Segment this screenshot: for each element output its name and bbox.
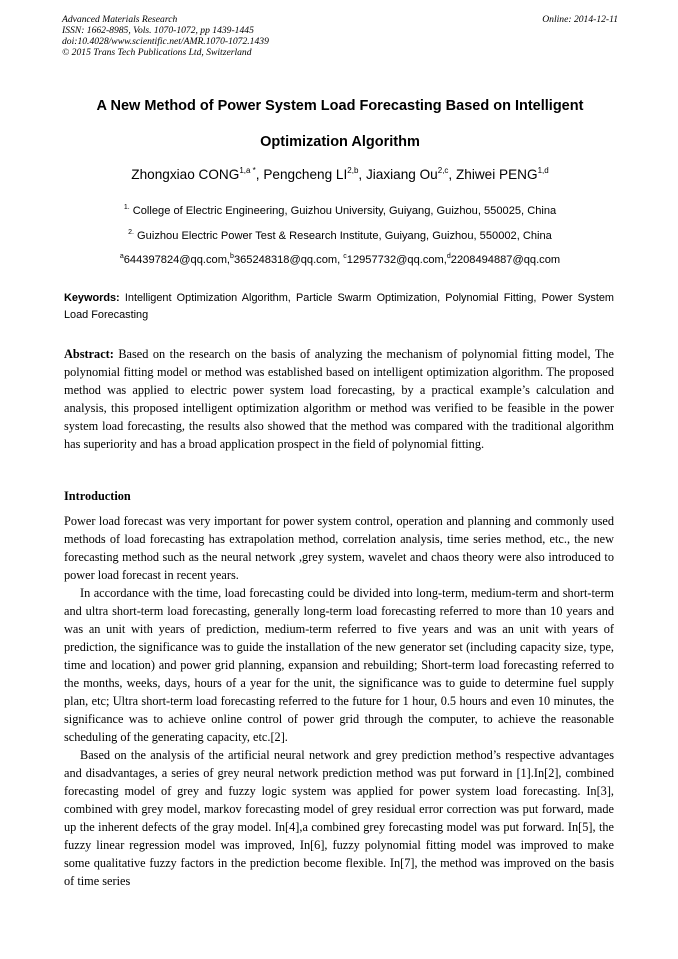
affiliation-mark: 1. xyxy=(123,204,130,211)
title-line-2: Optimization Algorithm xyxy=(260,134,420,150)
email-line xyxy=(40,253,640,266)
author-name: Jiaxiang Ou xyxy=(365,167,438,182)
affiliation-text: Guizhou Electric Power Test & Research Institute, Guiyang, Guizhou, 550002, China xyxy=(133,230,552,242)
keywords-text: Intelligent Optimization Algorithm, Particle Swarm Optimization, Polynomial Fitting, Power System Load Forecasting xyxy=(64,292,614,321)
email-address: 12957732@qq.com, xyxy=(346,254,447,266)
author-separator: , xyxy=(358,167,366,182)
email-mark: c xyxy=(343,253,347,260)
abstract-label: Abstract: xyxy=(64,347,114,361)
issn-line: ISSN: 1662-8985, Vols. 1070-1072, pp 1439-1445 xyxy=(62,25,254,36)
author-mark: 1,a * xyxy=(239,166,256,175)
email-address: 365248318@qq.com, xyxy=(233,254,344,266)
author-mark: 1,d xyxy=(537,166,549,175)
abstract xyxy=(64,345,614,453)
email-mark: d xyxy=(446,253,451,260)
keywords xyxy=(64,290,614,324)
paper-title xyxy=(40,88,640,160)
author-mark: 2,b xyxy=(347,166,359,175)
email-mark: b xyxy=(230,253,234,260)
affiliation-1 xyxy=(40,204,640,217)
author-list xyxy=(40,166,640,182)
author-name: Zhiwei PENG xyxy=(455,167,538,182)
paragraph-2: In accordance with the time, load forecasting could be divided into long-term, medium-term and short-term and ultra short-term load forecasting, generally long-term load forecasting referred to more than 10 years and was an unit with years of prediction, medium-term referred to five years and was an unit with years of prediction, the significance was to guide the installation of the new generator set (including capacity size, type, time and location) and power grid planning, expansion and rebuilding; Short-term load forecasting referred to the months, weeks, days, hours of a year for the unit, the significance was to guide to determine fuel supply plan, etc; Ultra short-term load forecasting referred to the future for 1 hour, 0.5 hours and even 10 minutes, the significance was to achieve online control of power grid through the computer, to achieve the reasonable scheduling of the generating capacity, etc.[2]. xyxy=(64,586,614,744)
author-separator: , xyxy=(448,167,456,182)
journal-name: Advanced Materials Research xyxy=(62,14,178,25)
affiliation-text: College of Electric Engineering, Guizhou University, Guiyang, Guizhou, 550025, China xyxy=(129,205,557,217)
email-mark: a xyxy=(119,253,124,260)
author-name: Zhongxiao CONG xyxy=(131,167,240,182)
introduction-heading: Introduction xyxy=(64,489,131,503)
paragraph-3: Based on the analysis of the artificial neural network and grey prediction method’s respective advantages and disadvantages, a series of grey neural network prediction method was put forward in [1].In[2], combined forecasting model of grey and fuzzy logic system was applied for power system load forecasting. In[3], combined with grey model, markov forecasting model of grey residual error correction was put forward, made up the inherent defects of the gray model. In[4],a combined grey forecasting model was put forward. In[5], the fuzzy linear regression model was improved, In[6], fuzzy polynomial fitting model was improved to make some qualitative fuzzy factors in the prediction become flexible. In[7], the method was improved on the basis of time series xyxy=(64,748,614,888)
online-date: Online: 2014-12-11 xyxy=(542,14,618,25)
email-address: 2208494887@qq.com xyxy=(450,254,561,266)
paragraph-1: Power load forecast was very important for power system control, operation and planning and commonly used methods of load forecasting has extrapolation method, correlation analysis, time series method, etc., the new forecasting method such as the neural network ,grey system, wavelet and chaos theory were also introduced to power load forecast in recent years. xyxy=(64,514,614,582)
affiliation-2 xyxy=(40,229,640,242)
doi-line: doi:10.4028/www.scientific.net/AMR.1070-1072.1439 xyxy=(62,36,269,47)
introduction-body xyxy=(64,512,614,890)
email-address: 644397824@qq.com, xyxy=(123,254,231,266)
keywords-label: Keywords: xyxy=(64,292,120,304)
page-header xyxy=(62,14,618,58)
title-line-1: A New Method of Power System Load Forecasting Based on Intelligent xyxy=(96,98,584,114)
affiliation-mark: 2. xyxy=(128,229,134,236)
author-mark: 2,c xyxy=(437,166,449,175)
copyright-line: © 2015 Trans Tech Publications Ltd, Switzerland xyxy=(62,47,252,58)
abstract-text: Based on the research on the basis of analyzing the mechanism of polynomial fitting model, The polynomial fitting model or method was established based on intelligent optimization algorithm. The proposed method was applied to electric power system load forecasting, by a practical example’s calculation and analysis, this proposed intelligent optimization algorithm or method was verified to be feasible in the power system load forecasting, the results also showed that the method was compared with the traditional algorithm has superiority and has a broad application prospect in the field of polynomial fitting. xyxy=(64,347,614,451)
author-separator: , xyxy=(255,167,264,182)
author-name: Pengcheng LI xyxy=(263,167,348,182)
journal-info xyxy=(62,14,618,58)
